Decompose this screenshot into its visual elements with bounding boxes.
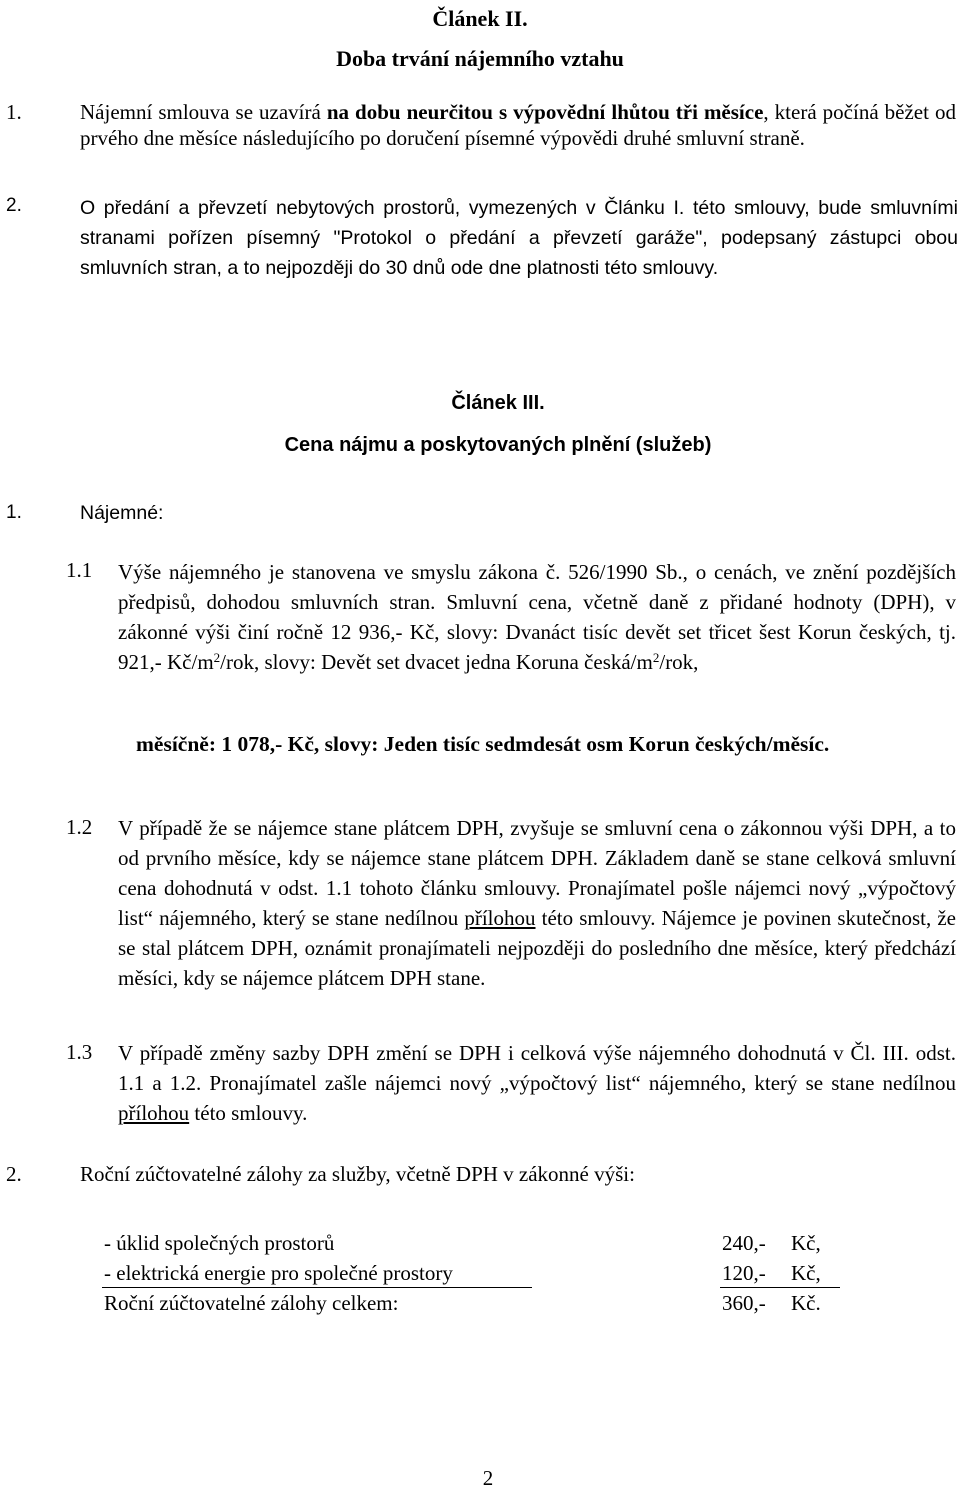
paragraph-number: 2.: [6, 195, 22, 216]
fee-currency: Kč,: [791, 1231, 821, 1255]
section-number: 1.: [6, 502, 22, 523]
paragraph-number: 1.: [6, 100, 22, 124]
section-label: Nájemné:: [80, 502, 164, 524]
section-label: Roční zúčtovatelné zálohy za služby, včetně DPH v zákonné výši:: [80, 1162, 635, 1186]
paragraph-number: 1.3: [66, 1040, 93, 1064]
fee-amount: 240,-: [722, 1231, 766, 1255]
fee-amount: 120,-: [722, 1261, 766, 1285]
paragraph: Výše nájemného je stanovena ve smyslu zákona č. 526/1990 Sb., o cenách, ve znění pozdějších předpisů, dohodou smluvních stran. Smluvní cena, včetně daně z přidané hodnoty (DPH), v zákonné výši činí ročně 12 936,- Kč, slovy: Dvanáct tisíc devět set třicet šest Korun českých, tj. 921,- $Kč/m^2$/rok, slovy: Devět set dvacet jedna Koruna česká/$m^2$/rok,: [118, 560, 956, 674]
paragraph-number: 1.1: [66, 558, 93, 582]
paragraph: V případě změny sazby DPH změní se DPH i celková výše nájemného dohodnutá v Čl. III. odst. 1.1 a 1.2. Pronajímatel zašle nájemci nový „výpočtový list“ nájemného, který se stane nedílnou přílohou této smlouvy.: [118, 1041, 956, 1125]
article-heading: Článek III.: [451, 392, 545, 414]
monthly-rent: měsíčně: 1 078,- Kč, slovy: Jeden tisíc sedmdesát osm Korun českých/měsíc.: [136, 732, 830, 756]
fee-total-currency: Kč.: [791, 1291, 821, 1315]
underline-rule: [102, 1287, 532, 1288]
article-title: Cena nájmu a poskytovaných plnění (služeb): [284, 434, 712, 456]
paragraph: V případě že se nájemce stane plátcem DPH, zvyšuje se smluvní cena o zákonnou výši DPH, a to od prvního měsíce, kdy se nájemce stane plátcem DPH. Základem daně se stane celková smluvní cena dohodnutá v odst. 1.1 tohoto článku smlouvy. Pronajímatel pošle nájemci nový „výpočtový list“ nájemného, který se stane nedílnou přílohou této smlouvy. Nájemce je povinen skutečnost, že se stal plátcem DPH, oznámit pronajímateli nejpozději do posledního dne měsíce, který předchází měsíci, kdy se nájemce plátcem DPH stane.: [118, 816, 956, 990]
fee-label: - elektrická energie pro společné prostory: [104, 1261, 453, 1285]
underline-rule: [720, 1287, 840, 1288]
fee-total-amount: 360,-: [722, 1291, 766, 1315]
fee-label: - úklid společných prostorů: [104, 1231, 335, 1255]
fee-currency: Kč,: [791, 1261, 821, 1285]
paragraph: O předání a převzetí nebytových prostorů, vymezených v Článku I. této smlouvy, bude smluvními stranami pořízen písemný "Protokol o předání a převzetí garáže", podepsaný zástupci obou smluvních stran, a to nejpozději do 30 dnů ode dne platnosti této smlouvy.: [80, 197, 958, 279]
article-title: Doba trvání nájemního vztahu: [336, 46, 624, 71]
attachment-link: přílohou: [464, 906, 536, 930]
attachment-link: přílohou: [118, 1101, 190, 1125]
article-heading: Článek II.: [432, 6, 528, 31]
section-number: 2.: [6, 1162, 22, 1186]
paragraph-number: 1.2: [66, 815, 93, 839]
fee-total-label: Roční zúčtovatelné zálohy celkem:: [104, 1291, 399, 1315]
page-number: 2: [482, 1466, 494, 1490]
paragraph: Nájemní smlouva se uzavírá na dobu neurčitou s výpovědní lhůtou tři měsíce, která počíná běžet od prvého dne měsíce následujícího po doručení písemné výpovědi druhé smluvní straně.: [80, 100, 956, 150]
